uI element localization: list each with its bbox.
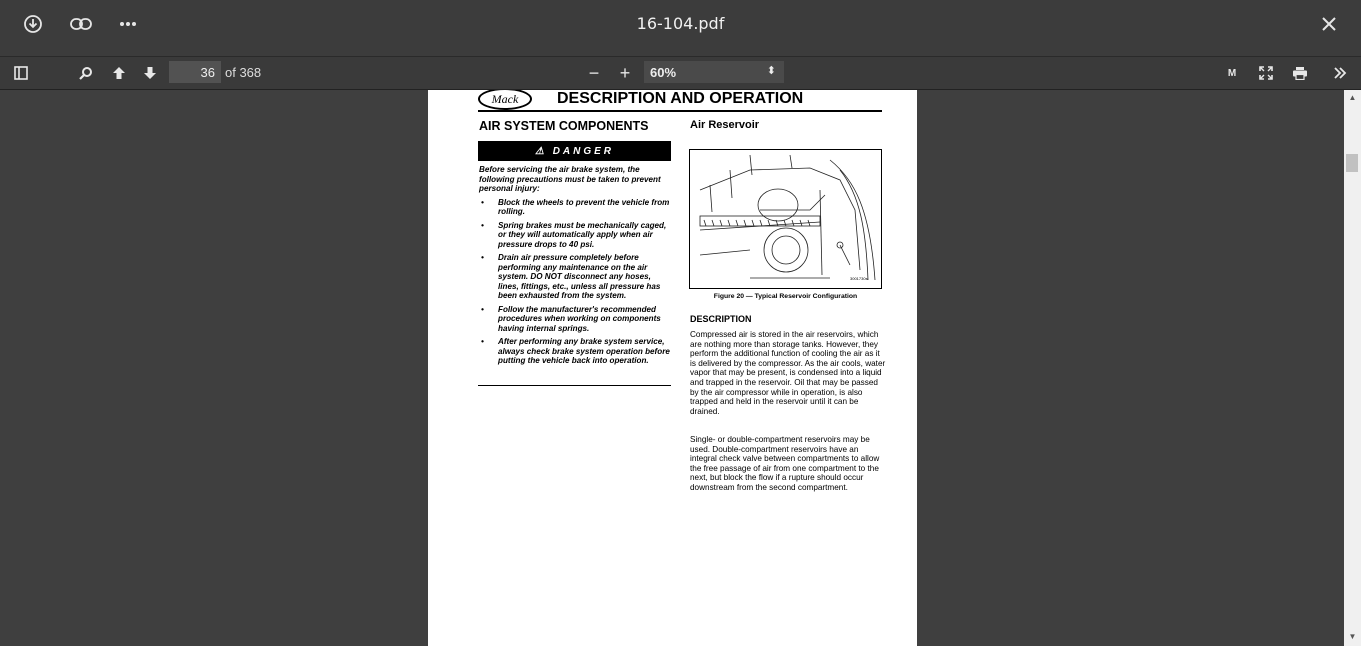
- zoom-in-button[interactable]: +: [619, 62, 631, 83]
- precautions-list: [479, 198, 673, 366]
- prev-page-icon[interactable]: [110, 61, 128, 85]
- figure-caption: Figure 20 — Typical Reservoir Configuration: [713, 293, 858, 300]
- document-title: 16-104.pdf: [636, 14, 725, 33]
- page-number-input[interactable]: [169, 61, 221, 83]
- scroll-up-icon[interactable]: ▲: [1348, 93, 1357, 102]
- more-tools-icon[interactable]: [1330, 61, 1350, 85]
- mack-logo: Mack: [478, 90, 532, 110]
- figure-code: 3001730s: [850, 276, 868, 281]
- danger-intro: Before servicing the air brake system, the following precautions must be taken to prevent personal injury:: [479, 165, 661, 193]
- zoom-out-button[interactable]: −: [588, 62, 600, 83]
- sidebar-toggle-icon[interactable]: [12, 61, 30, 85]
- list-item: • Follow the manufacturer's recommended procedures when working on components having internal springs.: [479, 305, 673, 334]
- list-item: • Drain air pressure completely before performing any maintenance on the air system. DO NOT disconnect any hoses, lines, fittings, etc., unless all pressure has been exhausted from the system.: [479, 253, 673, 301]
- next-page-icon[interactable]: [141, 61, 159, 85]
- section-heading: AIR SYSTEM COMPONENTS: [479, 119, 649, 133]
- zoom-dropdown-icon: ⬍: [766, 65, 776, 77]
- print-icon[interactable]: [1290, 61, 1310, 85]
- vertical-scrollbar[interactable]: [1344, 90, 1361, 646]
- description-paragraph-1: Compressed air is stored in the air reservoirs, which are nothing more than storage tanks. However, they perform the additional function of cooling the air as it is delivered by the compressor. As the air cools, water vapor that may be present, is condensed into a liquid and trapped in the reservoir. Oil that may be passed by the air compressor while in operation, is also trapped and held in the reservoir until it can be drained.: [690, 330, 886, 416]
- reservoir-drawing: [690, 150, 881, 288]
- list-item: • After performing any brake system service, always check brake system operation before putting the vehicle back into operation.: [479, 337, 673, 366]
- description-heading: DESCRIPTION: [690, 314, 752, 324]
- section-divider: [478, 385, 671, 386]
- pdf-page: [428, 90, 917, 646]
- scroll-thumb[interactable]: [1346, 154, 1358, 172]
- header-divider: [478, 110, 882, 112]
- document-viewer[interactable]: [0, 90, 1344, 646]
- subsection-heading: Air Reservoir: [690, 119, 760, 131]
- reservoir-figure: [689, 149, 882, 289]
- close-icon[interactable]: [1317, 12, 1341, 36]
- zoom-select[interactable]: [644, 61, 784, 83]
- scroll-down-icon[interactable]: ▼: [1348, 632, 1357, 641]
- page-header-title: DESCRIPTION AND OPERATION: [557, 90, 804, 107]
- danger-banner: ⚠ DANGER: [478, 141, 671, 161]
- fullscreen-icon[interactable]: [1257, 61, 1275, 85]
- page-total-label: of 368: [225, 65, 262, 80]
- annotation-icon[interactable]: M: [1227, 67, 1237, 79]
- title-bar: [0, 0, 1361, 57]
- danger-text: [479, 165, 673, 370]
- search-icon[interactable]: [77, 61, 95, 85]
- pdf-toolbar: [0, 57, 1361, 90]
- description-paragraph-2: Single- or double-compartment reservoirs may be used. Double-compartment reservoirs have an integral check valve between compartments to allow the free passage of air from one compartment to the next, but block the flow if a rupture should occur downstream from the second compartment.: [690, 435, 880, 492]
- list-item: • Block the wheels to prevent the vehicle from rolling.: [479, 198, 673, 217]
- zoom-value: 60%: [650, 65, 677, 80]
- list-item: • Spring brakes must be mechanically caged, or they will automatically apply when air pressure drops to 40 psi.: [479, 221, 673, 250]
